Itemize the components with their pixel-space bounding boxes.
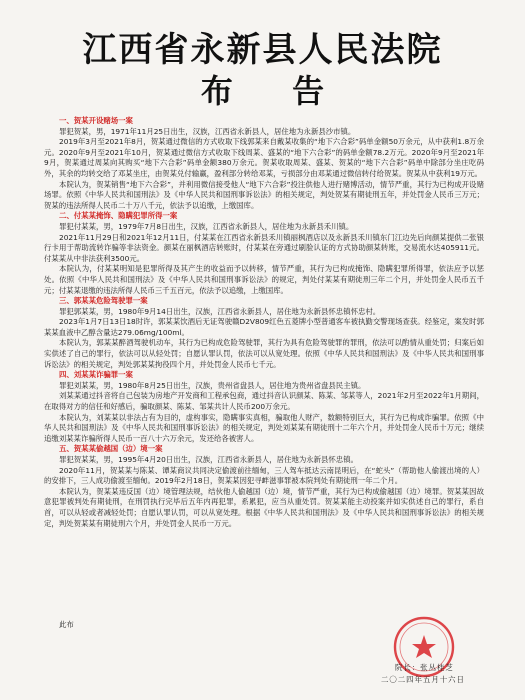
notice-title: 布 告 — [200, 72, 349, 110]
case-paragraph: 本院认为，贺某销售“地下六合彩”，并利用微信接受他人“地下六合彩”投注供他人进行赌博活动，情节严重，其行为已构成开设赌场罪。依照《中华人民共和国刑法》及《中华人民共和国刑事诉讼法》的相关规定，判处贺某有期徒刑五年，并处罚金人民币三万元；贺某的违法所得人民币二十万八千元，依法予以追缴，上缴国库。 — [44, 179, 484, 210]
case-paragraph: 2021年11月29日和2021年12月11日，付某某在江西省永新县禾川镇丽枫酒店以及永新县禾川镇东门江边先后向颜某提供二张银行卡用于帮助流转诈骗等非法资金。颜某在丽枫酒店转账时，付某某在旁通过刷脸认证的方式协助颜某转账，交易流水达405911元。付某某从中非法获利3500元。 — [44, 232, 484, 263]
case-paragraph: 罪犯刘某某，男，1980年8月25日出生，汉族，贵州省盘县人，居住地为贵州省盘县民主镇。 — [59, 380, 366, 390]
case-heading: 五、贺某某偷越国（边）境一案 — [59, 444, 163, 454]
closing-text: 此布 — [59, 620, 74, 629]
case-paragraph: 本院认为，刘某某以非法占有为目的，虚构事实，隐瞒事实真相，骗取他人财产，数额特别巨大，其行为已构成诈骗罪。依照《中华人民共和国刑法》及《中华人民共和国刑事诉讼法》的相关规定，判处刘某某有期徒刑十二年六个月，并处罚金人民币十万元；继续追缴刘某某诈骗所得人民币一百八十六万余元，发还给各被害人。 — [44, 412, 484, 443]
notice-body — [44, 116, 484, 529]
case-section — [44, 116, 484, 211]
case-paragraph: 刘某某通过抖音将自己包装为房地产开发商和工程承包商，通过抖音认识颜某、陈某、邹某等人，2021年2月至2022年1月期间，在取得对方的信任和好感后，骗取颜某、陈某、邹某共计人民币200万余元。 — [44, 391, 484, 412]
signature: 院长：张丛桂芝 — [395, 663, 454, 672]
case-paragraph: 罪犯郭某某，男，1980年9月14日出生，汉族，江西省永新县人，居住地为永新县怀忠镇怀忠村。 — [59, 306, 381, 316]
case-paragraph: 罪犯付某某，男，1979年7月8日出生，汉族，江西省永新县人，居住地为永新县禾川镇。 — [59, 221, 354, 231]
case-heading: 一、贺某开设赌场一案 — [59, 116, 133, 125]
case-paragraph: 2020年11月，贺某某与陈某、谭某商议共同决定偷渡前往缅甸，三人驾车抵达云南昆明后，在“蛇头”（帮助他人偷渡出境的人）的安排下，三人成功偷渡至缅甸。2019年2月18日，贺某某因犯寻衅滋事罪被本院判处有期徒刑一年二个月。 — [44, 465, 484, 486]
seal-star — [412, 635, 436, 658]
case-paragraph: 本院认为，贺某某违反国（边）境管理法规，结伙他人偷越国（边）境，情节严重，其行为已构成偷越国（边）境罪。贺某某因故意犯罪被判处有期徒刑，在刑罚执行完毕后五年内再犯罪，系累犯，应当从重处罚。贺某某能主动投案并如实供述自己的罪行，系自首，可以从轻或者减轻处罚；自愿认罪认罚，可以从宽处理。根据《中华人民共和国刑法》及《中华人民共和国刑事诉讼法》的相关规定，判处贺某某有期徒刑六个月，并处罚金人民币一万元。 — [44, 486, 484, 528]
case-section — [44, 444, 484, 529]
case-section — [44, 370, 484, 444]
case-section — [44, 296, 484, 370]
case-paragraph: 本院认为，付某某明知是犯罪所得及其产生的收益而予以转移，情节严重，其行为已构成掩饰、隐瞒犯罪所得罪，依法应予以惩处。依照《中华人民共和国刑法》及《中华人民共和国刑事诉讼法》的规定，判处付某某有期徒刑三年二个月，并处罚金人民币五千元；付某某退缴的违法所得人民币三千五百元，依法予以追缴，上缴国库。 — [44, 264, 484, 295]
case-section — [44, 211, 484, 296]
court-name: 江西省永新县人民法院 — [82, 30, 443, 70]
case-paragraph: 2019年3月至2021年8月，贺某通过微信的方式收取下线郭某来自戴某收集的“地下六合彩”码单金额50万余元，从中获利1.8万余元。2020年9月至2021年10月，贺某通过微信方式收取下线周某、盛某的“地下六合彩”的码单金额78.2万元。2020年9月至2021年9月，贺某通过周某向其购买“地下六合彩”码单金额380万余元。贺某收取周某、盛某、贺某的“地下六合彩”码单中除部分坐庄吃码外，其余的均转交给了邓某坐庄，由贺某兑付输赢，盈利部分转给邓某，亏损部分由邓某通过微信转付给贺某。贺某从中获利19万元。 — [44, 137, 484, 178]
case-heading: 二、付某某掩饰、隐瞒犯罪所得一案 — [59, 211, 178, 221]
case-paragraph: 2023年1月7日13日18时许，郭某某饮酒后无证驾驶赣D2V809红色五菱牌小型普通客车被执勤交警现场查获。经鉴定，案发时郭某某血液中乙醇含量达279.06mg/100ml。 — [44, 317, 484, 337]
case-paragraph: 罪犯贺某某，男，1995年4月20日出生，汉族，江西省永新县人，居住地为永新县怀忠镇。 — [59, 455, 358, 464]
case-paragraph: 罪犯贺某，男，1971年11月25日出生，汉族，江西省永新县人，居住地为永新县沙市镇。 — [59, 126, 356, 136]
notice-date: 二〇二四年五月十六日 — [381, 675, 465, 684]
case-heading: 四、刘某某诈骗罪一案 — [59, 370, 133, 380]
case-paragraph: 本院认为，郭某某醉酒驾驶机动车，其行为已构成危险驾驶罪，其行为具有危险驾驶罪的罪刑，依法可以酌情从重处罚；归案后如实供述了自己的罪行，依法可以从轻处罚；自愿认罪认罚，依法可以从宽处理。依照《中华人民共和国刑法》及《中华人民共和国刑事诉讼法》的相关规定，判处郭某某拘役四个月，并处罚金人民币七千元。 — [44, 338, 484, 369]
case-heading: 三、郭某某危险驾驶罪一案 — [59, 296, 148, 306]
